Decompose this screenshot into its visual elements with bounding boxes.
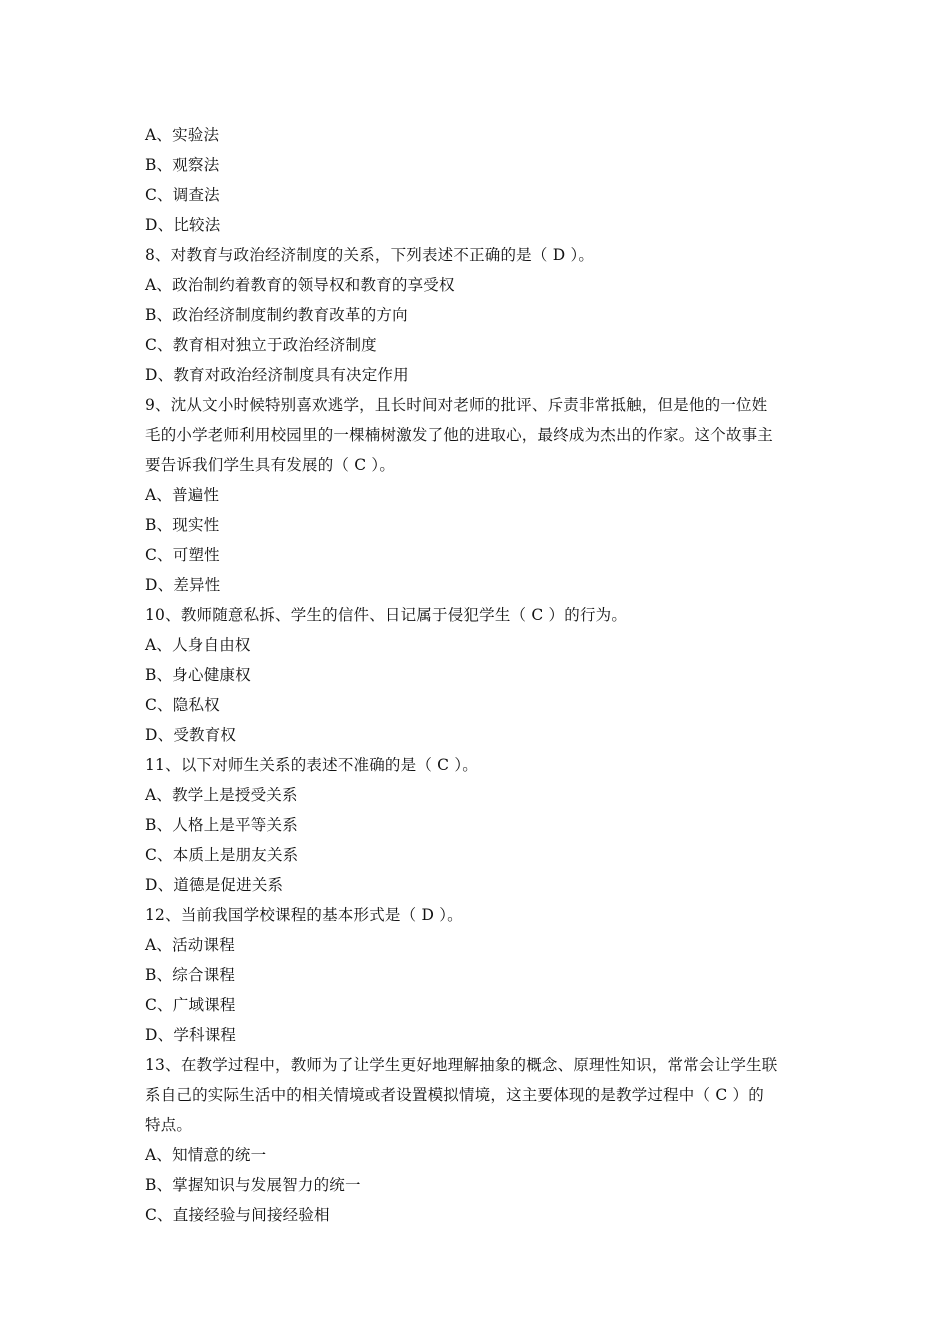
question-12: 12、当前我国学校课程的基本形式是（ D ）。 [145, 906, 463, 924]
question-line: 系自己的实际生活中的相关情境或者设置模拟情境，这主要体现的是教学过程中（ C ）的 [145, 1086, 764, 1104]
option-line: A、人身自由权 [145, 636, 251, 654]
document-page [145, 120, 810, 1230]
option-line: C、本质上是朋友关系 [145, 846, 299, 864]
question-line: 13、在教学过程中，教师为了让学生更好地理解抽象的概念、原理性知识，常常会让学生联 [145, 1056, 778, 1074]
question-9 [145, 390, 810, 480]
option-line: D、差异性 [145, 576, 221, 594]
option-line: A、教学上是授受关系 [145, 786, 298, 804]
question-line: 要告诉我们学生具有发展的（ C ）。 [145, 456, 396, 474]
option-line: C、可塑性 [145, 546, 220, 564]
question-line: 特点。 [145, 1116, 193, 1134]
question-13 [145, 1050, 810, 1140]
option-line: C、教育相对独立于政治经济制度 [145, 336, 377, 354]
option-line: C、隐私权 [145, 696, 220, 714]
option-line: A、知情意的统一 [145, 1146, 267, 1164]
question-10: 10、教师随意私拆、学生的信件、日记属于侵犯学生（ C ）的行为。 [145, 606, 628, 624]
option-line: B、综合课程 [145, 966, 236, 984]
option-line: D、比较法 [145, 216, 221, 234]
question-8: 8、对教育与政治经济制度的关系，下列表述不正确的是（ D ）。 [145, 246, 595, 264]
option-line: A、政治制约着教育的领导权和教育的享受权 [145, 276, 455, 294]
option-line: B、观察法 [145, 156, 220, 174]
option-line: C、调查法 [145, 186, 220, 204]
option-line: B、现实性 [145, 516, 220, 534]
option-line: B、政治经济制度制约教育改革的方向 [145, 306, 408, 324]
option-line: D、道德是促进关系 [145, 876, 284, 894]
question-11: 11、以下对师生关系的表述不准确的是（ C ）。 [145, 756, 478, 774]
option-line: A、普遍性 [145, 486, 220, 504]
question-line: 9、沈从文小时候特别喜欢逃学，且长时间对老师的批评、斥责非常抵触，但是他的一位姓 [145, 396, 768, 414]
option-line: B、掌握知识与发展智力的统一 [145, 1176, 361, 1194]
option-line: D、受教育权 [145, 726, 237, 744]
option-line: A、实验法 [145, 126, 220, 144]
option-line: D、教育对政治经济制度具有决定作用 [145, 366, 409, 384]
option-line: A、活动课程 [145, 936, 235, 954]
question-line: 毛的小学老师利用校园里的一棵楠树激发了他的进取心，最终成为杰出的作家。这个故事主 [145, 426, 774, 444]
option-line: B、人格上是平等关系 [145, 816, 298, 834]
option-line: C、直接经验与间接经验相 [145, 1206, 330, 1224]
option-line: B、身心健康权 [145, 666, 251, 684]
option-line: C、广域课程 [145, 996, 236, 1014]
option-line: D、学科课程 [145, 1026, 237, 1044]
